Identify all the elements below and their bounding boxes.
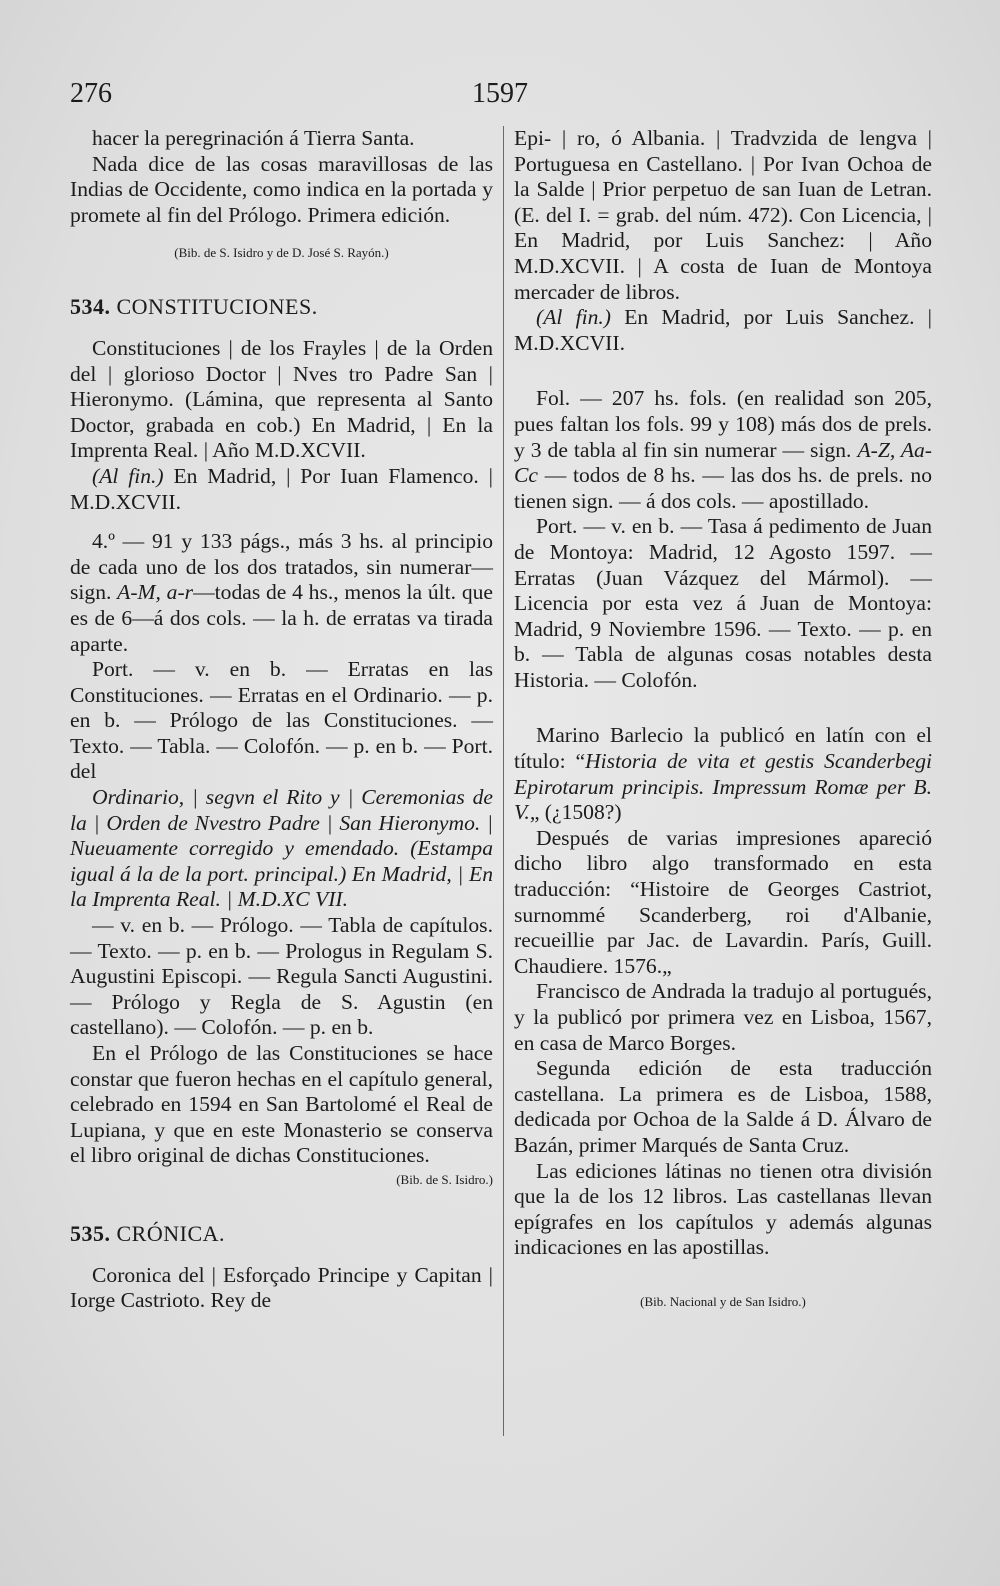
collation-signatures: A-M, a-r	[117, 580, 194, 605]
entry-535-heading	[70, 1221, 493, 1247]
collation-text-a: Fol. — 207 hs. fols. (en realidad son 205, pues faltan los fols. 99 y 108) más dos de prels. y 3 de tabla al fin sin numerar — sign.	[514, 386, 932, 462]
spacer	[70, 515, 493, 529]
source-note-1: (Bib. de S. Isidro y de D. José S. Rayón.)	[174, 245, 389, 261]
entry-534-colophon	[70, 464, 493, 515]
source-note-3: (Bib. Nacional y de San Isidro.)	[640, 1293, 806, 1309]
al-fin-label: (Al fin.)	[536, 305, 611, 330]
entry-534-heading	[70, 294, 493, 320]
entry-534-note: En el Prólogo de las Constituciones se hace constar que fueron hechas en el capítulo general, celebrado en 1594 en San Bartolomé el Real de Lupiana, y que en este Monasterio se conserva el libro original de dichas Constituciones.	[70, 1041, 493, 1168]
entry-535-note-latin	[514, 723, 932, 825]
entry-534-collation	[70, 529, 493, 657]
entry-534-contents-2: — v. en b. — Prólogo. — Tabla de capítulos. — Texto. — p. en b. — Prologus in Regulam S. Augustini Episcopi. — Regula Sancti Augustini. — Prólogo y Regla de S. Agustin (en castellano). — Colofón. — p. en b.	[70, 913, 493, 1040]
entry-535-number: 535.	[70, 1220, 111, 1246]
collation-text-b: — todos de 8 hs. — las dos hs. de prels. no tienen sign. — á dos cols. — apostillado.	[514, 463, 932, 513]
collation-text-b: —todas de 4 hs., menos la últ. que es de 6—á dos cols. — la h. de erratas va tirada aparte.	[70, 580, 494, 656]
entry-535-note-latin-editions: Las ediciones látinas no tienen otra división que la de los 12 libros. Las castellanas llevan epígrafes en los capítulos y además algunas indicaciones en las apostillas.	[514, 1158, 932, 1260]
spacer	[514, 356, 932, 386]
colophon-text: En Madrid, por Luis Sanchez. | M.D.XCVII.	[514, 305, 933, 355]
entry-535-contents: Port. — v. en b. — Tasa á pedimento de Juan de Montoya: Madrid, 12 Agosto 1597. — Erratas (Juan Vázquez del Mármol). — Licencia por esta vez á Juan de Montoya: Madrid, 9 Noviembre 1596. — Texto. — p. en b. — Tabla de algunas cosas notables desta Historia. — Colofón.	[514, 514, 932, 692]
entry-534-title: CONSTITUCIONES.	[116, 294, 318, 320]
spacer	[514, 693, 932, 723]
left-column	[70, 126, 493, 1314]
entry-534-contents: Port. — v. en b. — Erratas en las Constituciones. — Erratas en el Ordinario. — p. en b. — Prólogo de las Constituciones. — Texto. — Tabla. — Colofón. — p. en b. — Port. del	[70, 657, 493, 784]
al-fin-label: (Al fin.)	[92, 463, 164, 488]
spacer	[514, 1261, 932, 1291]
running-year: 1597	[472, 78, 528, 109]
entry-535-collation	[514, 386, 932, 514]
source-note-2: (Bib. de S. Isidro.)	[396, 1171, 493, 1187]
intro-line: hacer la peregrinación á Tierra Santa.	[92, 126, 415, 150]
entry-535-note-edition: Segunda edición de esta traducción castellana. La primera es de Lisboa, 1588, dedicada por Ochoa de la Salde á D. Álvaro de Bazán, primer Marqués de Santa Cruz.	[514, 1056, 932, 1157]
collation-text-a: 4.º — 91 y 133 págs., más 3 hs. al principio de cada uno de los dos tratados, sin numerar—sign.	[70, 529, 493, 605]
entry-535-note-portuguese: Francisco de Andrada la tradujo al portugués, y la publicó por primera vez en Lisboa, 1567, en casa de Marco Borges.	[514, 979, 932, 1055]
right-column	[514, 126, 932, 1313]
spacer	[70, 228, 493, 242]
colophon-text: En Madrid, | Por Iuan Flamenco. | M.D.XCVII.	[70, 463, 493, 514]
note-text-b: „ (¿1508?)	[529, 800, 622, 825]
collation-signatures: A-Z, Aa-Cc	[514, 437, 932, 488]
entry-535-title: CRÓNICA.	[116, 1220, 226, 1246]
entry-534-title-transcription: Constituciones | de los Frayles | de la Orden del | glorioso Doctor | Nves tro Padre San | Hieronymo. (Lámina, que representa al Santo Doctor, grabada en cob.) En Madrid, | En la Imprenta Real. | Año M.D.XCVII.	[70, 335, 493, 463]
intro-paragraph: Nada dice de las cosas maravillosas de las Indias de Occidente, como indica en la portada y promete al fin del Prólogo. Primera edición.	[70, 151, 493, 227]
entry-535-title-transcription: Coronica del | Esforçado Principe y Capitan | Iorge Castrioto. Rey de	[70, 1262, 493, 1313]
entry-535-note-french: Después de varias impresiones apareció dicho libro algo transformado en esta traducción: “Histoire de Georges Castriot, surnommé Scanderberg, roi d'Albanie, recueillie par Jac. de Lavardin. París, Guill. Chaudiere. 1576.„	[514, 825, 932, 978]
latin-title: Historia de vita et gestis Scanderbegi Epirotarum principis. Impressum Romæ per B. V.	[514, 749, 932, 825]
page-header	[70, 78, 930, 114]
entry-535-colophon	[514, 305, 932, 356]
entry-534-number: 534.	[70, 294, 111, 320]
page-number: 276	[70, 78, 112, 109]
entry-535-title-continued: Epi- | ro, ó Albania. | Tradvzida de lengva | Portuguesa en Castellano. | Por Ivan Ochoa de la Salde | Prior perpetuo de san Iuan de Letran. (E. del I. = grab. del núm. 472). Con Licencia, | En Madrid, por Luis Sanchez: | Año M.D.XCVII. | A costa de Iuan de Montoya mercader de libros.	[514, 126, 932, 304]
entry-534-ordinario-title: Ordinario, | segvn el Rito y | Ceremonias de la | Orden de Nvestro Padre | San Hieronymo. | Nueuamente corregido y emendado. (Estampa igual á la de la port. principal.) En Madrid, | En la Imprenta Real. | M.D.XC VII.	[70, 785, 493, 912]
column-divider	[503, 126, 504, 1436]
note-text-a: Marino Barlecio la publicó en latín con el título: “	[514, 723, 932, 774]
